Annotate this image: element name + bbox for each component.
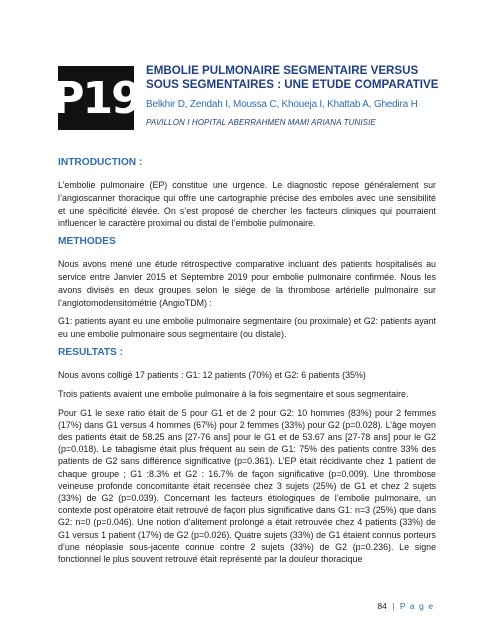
paragraph: Pour G1 le sexe ratio était de 5 pour G1 et de 2 pour G2: 10 hommes (83%) pour 2 femmes (17%) dans G1 versus 4 hommes (67%) pour 2 femmes (33%) pour G2 (p=0.028). L’âge moyen des patients était de 58.25 ans [27-76 ans] pour le G1 et de 53.67 ans [27-78 ans] pour le G2 (p=0.018). Le tabagisme était plus fréquent au sein de G1: 75% des patients contre 33% des patients de G2 sans différence significative (p=0.361). L’EP était récidivante chez 1 patient de chaque groupe ; G1 :8.3% et G2 : 16.7% de façon significative (p=0.009). Une thrombose veineuse profonde concomitante était recensée chez 3 sujets (25%) de G1 et chez 2 sujets (33%) de G2 (p=0.039). Concernant les facteurs étiologiques de l’embolie pulmonaire, un contexte post opératoire était retrouvé de façon plus significative dans G1: n=3 (25%) que dans G2: n=0 (p=0.046). Une notion d’alitement prolongé a était retrouvée chez 4 patients (33%) de G1 versus 1 patient (17%) de G2 (p=0.026). Quatre sujets (33%) de G1 étaient connus porteurs d’une néoplasie sous-jacente connue contre 2 sujets (33%) de G2 (p=0.236). Le signe fonctionnel le plus souvent retrouvé était représenté par la douleur thoracique [58,407,436,564]
footer-separator: | [392,601,395,611]
authors: Belkhir D, Zendah I, Moussa C, Khoueja I, Khattab A, Ghedira H [146,99,418,110]
page-footer [377,601,434,611]
abstract-header [146,64,446,128]
page-label: P a g e [399,601,434,611]
section-resultats [58,347,436,565]
paragraph: Nous avons colligé 17 patients : G1: 12 patients (70%) et G2: 6 patients (35%) [58,369,366,380]
section-heading: INTRODUCTION : [58,157,143,168]
paragraph: L’embolie pulmonaire (EP) constitue une urgence. Le diagnostic repose généralement sur l’angioscanner thoracique qui offre une cartographie précise des emboles avec une sensibilité et une spécificité élevée. On s’est proposé de chercher les facteurs cliniques qui pourraient influencer le caractère proximal ou distal de l’embolie pulmonaire. [58,180,436,229]
poster-number-badge: P19 [58,66,134,130]
section-heading: RESULTATS : [58,346,124,358]
paragraph: G1: patients ayant eu une embolie pulmonaire segmentaire (ou proximale) et G2: patients ayant eu une embolie pulmonaire sous segmentaire (ou distale). [58,316,436,340]
section-introduction [58,157,436,230]
section-methodes [58,236,436,341]
section-heading: METHODES [58,236,116,248]
paragraph: Nous avons mené une étude rétrospective comparative incluant des patients hospitalisés au service entre Janvier 2015 et Septembre 2019 pour embolie pulmonaire confirmée. Nous les avons divisés en deux groupes selon le siège de la thrombose artérielle pulmonaire sur l’angiotomodensitométrie (AngioTDM) : [58,259,436,308]
abstract-body [58,157,436,571]
paragraph: Trois patients avaient une embolie pulmonaire à la fois segmentaire et sous segmentaire. [58,388,409,399]
page-number: 84 [377,601,387,611]
abstract-title: EMBOLIE PULMONAIRE SEGMENTAIRE VERSUS SOUS SEGMENTAIRES : UNE ETUDE COMPARATIVE [146,64,439,91]
affiliation: PAVILLON I HOPITAL ABERRAHMEN MAMI ARIANA TUNISIE [146,118,376,127]
